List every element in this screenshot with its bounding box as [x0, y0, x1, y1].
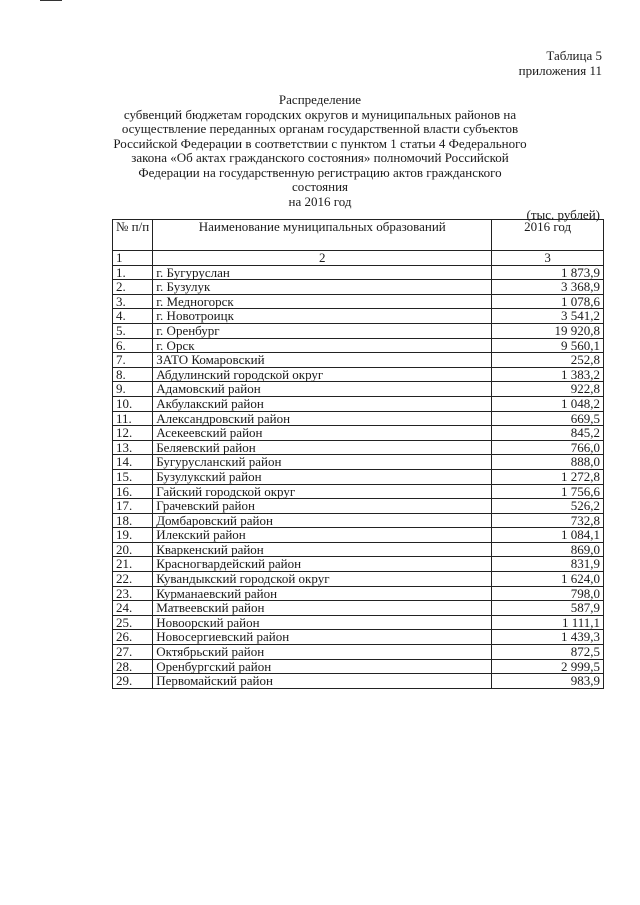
appendix-reference	[519, 48, 602, 78]
table-row	[113, 426, 604, 441]
municipality-name: Курманаевский район	[153, 586, 492, 601]
municipality-name: Бузулукский район	[153, 469, 492, 484]
subvention-amount: 3 541,2	[492, 309, 604, 324]
municipality-name: Домбаровский район	[153, 513, 492, 528]
subvention-amount: 1 078,6	[492, 294, 604, 309]
municipality-name: г. Новотроицк	[153, 309, 492, 324]
row-number: 20.	[113, 542, 153, 557]
row-number: 8.	[113, 367, 153, 382]
row-number: 13.	[113, 440, 153, 455]
municipality-name: Гайский городской округ	[153, 484, 492, 499]
table-row	[113, 615, 604, 630]
subvention-amount: 669,5	[492, 411, 604, 426]
row-number: 3.	[113, 294, 153, 309]
row-number: 27.	[113, 645, 153, 660]
municipality-name: Новосергиевский район	[153, 630, 492, 645]
row-number: 5.	[113, 323, 153, 338]
scan-edge-line	[40, 0, 62, 1]
title-line: закона «Об актах гражданского состояния» полномочий Российской	[131, 150, 509, 165]
column-header-value: 2016 год	[492, 220, 604, 251]
title-line: Распределение	[278, 92, 362, 107]
subvention-amount: 3 368,9	[492, 280, 604, 295]
table-row	[113, 586, 604, 601]
subvention-amount: 922,8	[492, 382, 604, 397]
table-row	[113, 557, 604, 572]
subvention-amount: 9 560,1	[492, 338, 604, 353]
column-index-row	[113, 251, 604, 266]
row-number: 9.	[113, 382, 153, 397]
subvention-amount: 983,9	[492, 674, 604, 689]
table-row	[113, 499, 604, 514]
subvention-amount: 1 756,6	[492, 484, 604, 499]
table-row	[113, 542, 604, 557]
row-number: 25.	[113, 615, 153, 630]
subvention-amount: 1 048,2	[492, 396, 604, 411]
title-line: осуществление переданных органам государственной власти субъектов	[121, 121, 519, 136]
table-row	[113, 469, 604, 484]
title-line: Российской Федерации в соответствии с пунктом 1 статьи 4 Федерального	[113, 135, 527, 151]
table-row	[113, 367, 604, 382]
row-number: 22.	[113, 572, 153, 587]
row-number: 18.	[113, 513, 153, 528]
row-number: 11.	[113, 411, 153, 426]
municipality-name: Оренбургский район	[153, 659, 492, 674]
municipality-name: Александровский район	[153, 411, 492, 426]
subvention-amount: 1 383,2	[492, 367, 604, 382]
allocation-table	[112, 219, 604, 689]
table-row	[113, 674, 604, 689]
table-row	[113, 528, 604, 543]
municipality-name: г. Оренбург	[153, 323, 492, 338]
table-row	[113, 382, 604, 397]
subvention-amount: 587,9	[492, 601, 604, 616]
subvention-amount: 252,8	[492, 353, 604, 368]
municipality-name: Адамовский район	[153, 382, 492, 397]
municipality-name: Абдулинский городской округ	[153, 367, 492, 382]
subvention-amount: 526,2	[492, 499, 604, 514]
row-number: 21.	[113, 557, 153, 572]
row-number: 29.	[113, 674, 153, 689]
row-number: 1.	[113, 265, 153, 280]
municipality-name: Илекский район	[153, 528, 492, 543]
row-number: 4.	[113, 309, 153, 324]
table-row	[113, 601, 604, 616]
table-row	[113, 455, 604, 470]
subvention-amount: 872,5	[492, 645, 604, 660]
municipality-name: Бугурусланский район	[153, 455, 492, 470]
municipality-name: г. Бузулук	[153, 280, 492, 295]
municipality-name: Матвеевский район	[153, 601, 492, 616]
table-row	[113, 309, 604, 324]
table-row	[113, 396, 604, 411]
subvention-amount: 1 624,0	[492, 572, 604, 587]
subvention-amount: 888,0	[492, 455, 604, 470]
table-row	[113, 484, 604, 499]
municipality-name: Кувандыкский городской округ	[153, 572, 492, 587]
subvention-amount: 869,0	[492, 542, 604, 557]
column-header-name: Наименование муниципальных образований	[153, 220, 492, 251]
table-row	[113, 353, 604, 368]
subvention-amount: 2 999,5	[492, 659, 604, 674]
row-number: 14.	[113, 455, 153, 470]
title-line: на 2016 год	[288, 193, 352, 209]
row-number: 28.	[113, 659, 153, 674]
table-row	[113, 280, 604, 295]
municipality-name: Беляевский район	[153, 440, 492, 455]
subvention-amount: 19 920,8	[492, 323, 604, 338]
column-index: 3	[492, 251, 604, 266]
row-number: 16.	[113, 484, 153, 499]
row-number: 7.	[113, 353, 153, 368]
municipality-name: Новоорский район	[153, 615, 492, 630]
row-number: 17.	[113, 499, 153, 514]
table-row	[113, 645, 604, 660]
subvention-amount: 766,0	[492, 440, 604, 455]
table-row	[113, 513, 604, 528]
table-row	[113, 572, 604, 587]
subvention-amount: 1 111,1	[492, 615, 604, 630]
municipality-name: г. Бугуруслан	[153, 265, 492, 280]
municipality-name: Октябрьский район	[153, 645, 492, 660]
row-number: 12.	[113, 426, 153, 441]
table-header-row	[113, 220, 604, 251]
column-index: 1	[113, 251, 153, 266]
row-number: 15.	[113, 469, 153, 484]
subvention-amount: 831,9	[492, 557, 604, 572]
municipality-name: Кваркенский район	[153, 542, 492, 557]
row-number: 6.	[113, 338, 153, 353]
subvention-amount: 1 873,9	[492, 265, 604, 280]
table-row	[113, 338, 604, 353]
table-row	[113, 440, 604, 455]
table-row	[113, 659, 604, 674]
municipality-name: Асекеевский район	[153, 426, 492, 441]
table-row	[113, 630, 604, 645]
row-number: 24.	[113, 601, 153, 616]
municipality-name: Грачевский район	[153, 499, 492, 514]
title-line: Федерации на государственную регистрацию актов гражданского состояния	[138, 164, 502, 194]
appendix-number: приложения 11	[518, 63, 602, 78]
subvention-amount: 798,0	[492, 586, 604, 601]
municipality-name: Красногвардейский район	[153, 557, 492, 572]
title-line: субвенций бюджетам городских округов и муниципальных районов на	[123, 106, 517, 122]
subvention-amount: 845,2	[492, 426, 604, 441]
row-number: 23.	[113, 586, 153, 601]
table-row	[113, 265, 604, 280]
municipality-name: Первомайский район	[153, 674, 492, 689]
row-number: 2.	[113, 280, 153, 295]
table-number: Таблица 5	[546, 48, 602, 63]
row-number: 10.	[113, 396, 153, 411]
column-index: 2	[153, 251, 492, 266]
municipality-name: г. Орск	[153, 338, 492, 353]
municipality-name: Акбулакский район	[153, 396, 492, 411]
municipality-name: ЗАТО Комаровский	[153, 353, 492, 368]
column-header-num: № п/п	[113, 220, 153, 251]
municipality-name: г. Медногорск	[153, 294, 492, 309]
document-title	[110, 93, 530, 209]
row-number: 26.	[113, 630, 153, 645]
subvention-amount: 1 084,1	[492, 528, 604, 543]
table-row	[113, 294, 604, 309]
row-number: 19.	[113, 528, 153, 543]
units-label: (тыс. рублей)	[526, 207, 600, 222]
table-row	[113, 411, 604, 426]
subvention-amount: 1 439,3	[492, 630, 604, 645]
table-row	[113, 323, 604, 338]
subvention-amount: 1 272,8	[492, 469, 604, 484]
subvention-amount: 732,8	[492, 513, 604, 528]
